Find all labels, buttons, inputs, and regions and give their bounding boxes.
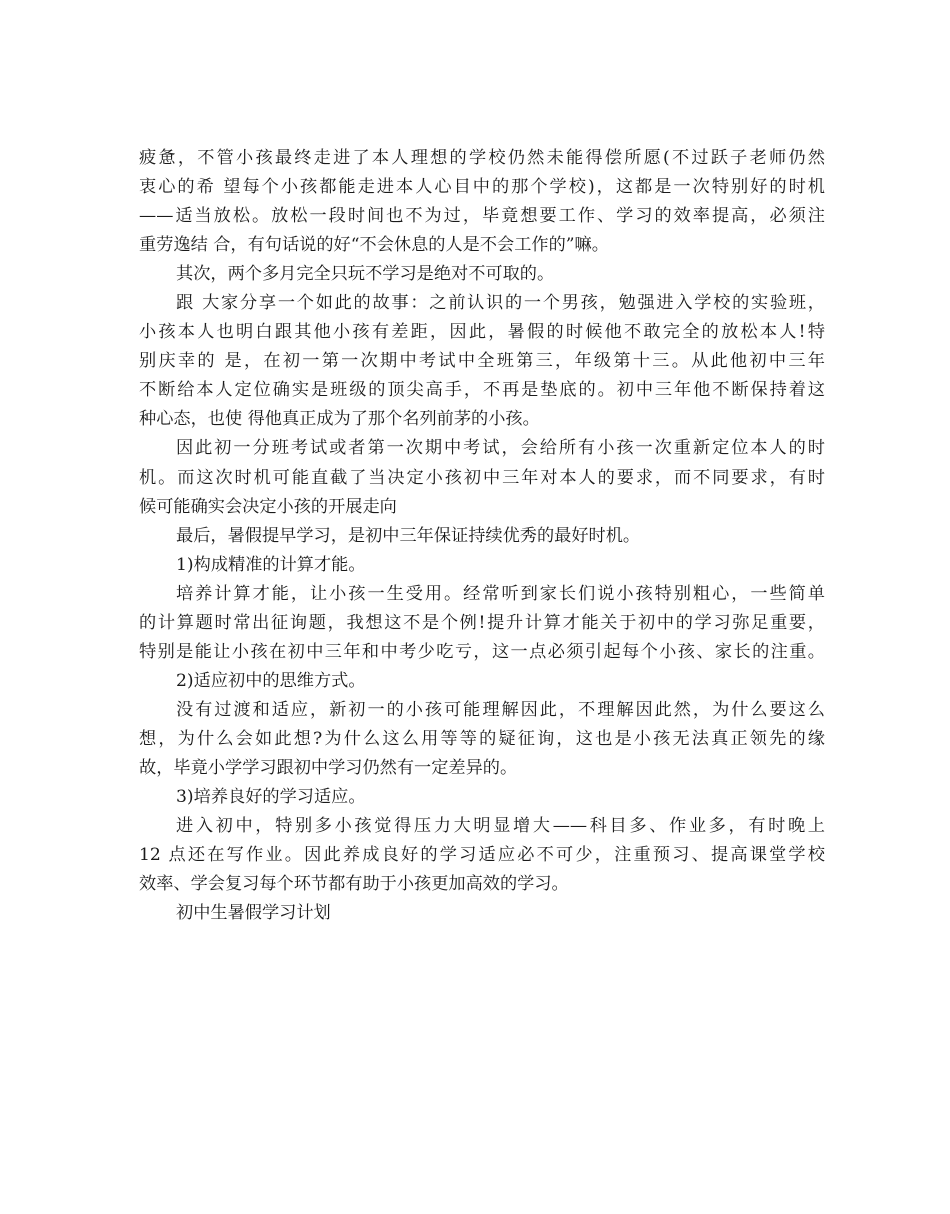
- text-line: 衷心的希 望每个小孩都能走进本人心目中的那个学校)，这都是一次特别好的时机: [139, 177, 825, 198]
- text-line: 2)适应初中的思维方式。: [176, 670, 366, 691]
- text-line: 种心态，也使 得他真正成为了那个名列前茅的小孩。: [139, 409, 540, 430]
- text-line: 培养计算才能，让小孩一生受用。经常听到家长们说小孩特别粗心，一些简单: [176, 583, 825, 604]
- text-line: 3)培养良好的学习适应。: [176, 787, 366, 808]
- text-line: 想，为什么会如此想?为什么这么用等等的疑征询，这也是小孩无法真正领先的缘: [139, 728, 825, 749]
- text-line: 初中生暑假学习计划: [176, 903, 331, 924]
- text-line: 效率、学会复习每个环节都有助于小孩更加高效的学习。: [139, 874, 569, 895]
- text-line: 1)构成精准的计算才能。: [176, 554, 366, 575]
- text-line: 12 点还在写作业。因此养成良好的学习适应必不可少，注重预习、提高课堂学校: [139, 845, 825, 866]
- text-line: 故，毕竟小学学习跟初中学习仍然有一定差异的。: [139, 757, 518, 778]
- text-line: 最后，暑假提早学习，是初中三年保证持续优秀的最好时机。: [176, 525, 641, 546]
- text-line: ——适当放松。放松一段时间也不为过，毕竟想要工作、学习的效率提高，必须注: [139, 206, 825, 227]
- text-line: 小孩本人也明白跟其他小孩有差距，因此，暑假的时候他不敢完全的放松本人!特: [139, 322, 825, 343]
- text-line: 重劳逸结 合，有句话说的好“不会休息的人是不会工作的”嘛。: [139, 235, 609, 256]
- text-line: 的计算题时常出征询题，我想这不是个例!提升计算才能关于初中的学习弥足重要，: [139, 612, 825, 633]
- text-line: 候可能确实会决定小孩的开展走向: [139, 496, 397, 517]
- text-line: 其次，两个多月完全只玩不学习是绝对不可取的。: [176, 264, 555, 285]
- text-line: 因此初一分班考试或者第一次期中考试，会给所有小孩一次重新定位本人的时: [176, 438, 825, 459]
- text-line: 疲惫，不管小孩最终走进了本人理想的学校仍然未能得偿所愿(不过跃子老师仍然: [139, 148, 825, 168]
- text-line: 特别是能让小孩在初中三年和中考少吃亏，这一点必须引起每个小孩、家长的注重。: [139, 641, 825, 662]
- document-body: [139, 144, 825, 928]
- text-line: 进入初中，特别多小孩觉得压力大明显增大——科目多、作业多，有时晚上: [176, 816, 825, 837]
- text-line: 跟 大家分享一个如此的故事：之前认识的一个男孩，勉强进入学校的实验班，: [176, 293, 825, 314]
- text-line: 别庆幸的 是，在初一第一次期中考试中全班第三，年级第十三。从此他初中三年: [139, 351, 825, 372]
- text-line: 机。而这次时机可能直截了当决定小孩初中三年对本人的要求，而不同要求，有时: [139, 467, 825, 488]
- text-line: 没有过渡和适应，新初一的小孩可能理解因此，不理解因此然，为什么要这么: [176, 699, 825, 720]
- text-line: 不断给本人定位确实是班级的顶尖高手，不再是垫底的。初中三年他不断保持着这: [139, 380, 825, 401]
